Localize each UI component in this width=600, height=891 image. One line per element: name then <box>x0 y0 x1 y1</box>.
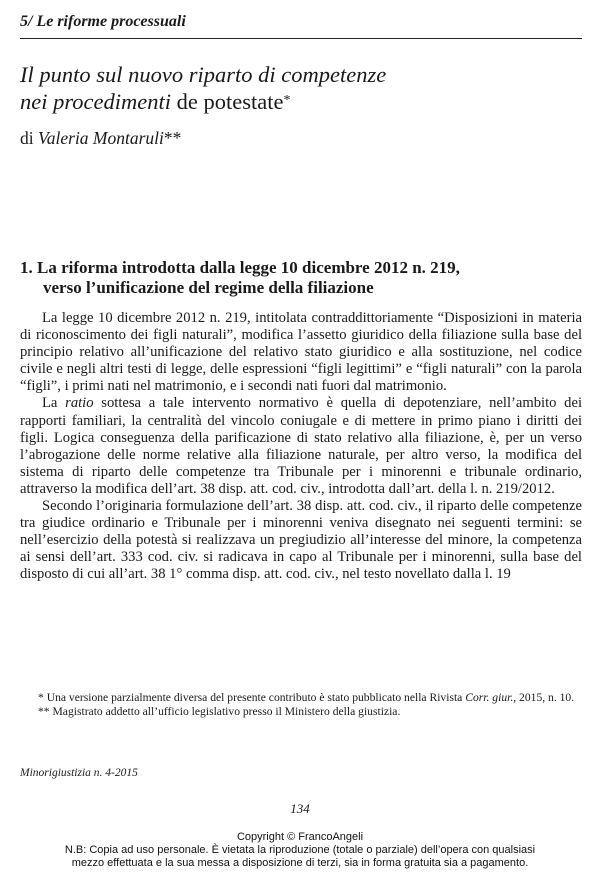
paragraph-3: Secondo l’originaria formulazione dell’art. 38 disp. att. cod. civ., il riparto delle competenze tra giudice ordinario e Tribunale per i minorenni veniva disegnato nei seguenti termini: se nell’esercizio della potestà si realizzava un pregiudizio all’interesse del minore, la competenza ai sensi dell’art. 333 cod. civ. si radicava in capo al Tribunale per i minorenni, sulla base del disposto di cui all’art. 38 1° comma disp. att. cod. civ., nel testo novellato dalla l. 19 <box>20 498 582 583</box>
author-footnote-marker: ** <box>163 128 182 148</box>
copyright-line-2: N.B: Copia ad uso personale. È vietata la riproduzione (totale o parziale) dell’opera con qualsiasi <box>64 844 536 856</box>
section-heading <box>20 258 582 298</box>
copyright-line-3: mezzo effettuata e la sua messa a disposizione di terzi, sia in forma gratuita sia a pagamento. <box>71 857 529 869</box>
ratio-term: ratio <box>65 395 94 412</box>
paragraph-2-start: La <box>42 395 66 412</box>
footnotes <box>20 691 582 719</box>
footnote-1-journal: Corr. giur. <box>465 691 514 704</box>
paragraph-2-rest: sottesa a tale intervento normativo è quella di depotenziare, nell’ambito dei rapporti familiari, la centralità del vincolo coniugale e di mettere in primo piano i diritti dei figli. Logica conseguenza della parificazione di stato relativo alla filiazione, è, per un verso l’abrogazione delle norme relative alla filiazione naturale, per altro verso, la modifica del sistema di riparto delle competenze tra Tribunale per i minorenni e tribunale ordinario, attraverso la modifica dell’art. 38 disp. att. cod. civ., introdotta dall’art. della l. n. 219/2012. <box>20 395 583 497</box>
section-label: 5/ Le riforme processuali <box>20 13 186 30</box>
footnote-1-end: , 2015, n. 10. <box>513 691 575 704</box>
title-footnote-marker: * <box>283 93 291 108</box>
header-rule <box>20 38 582 39</box>
copyright-notice <box>0 831 600 870</box>
author-line <box>20 128 181 149</box>
title-line2-italic: nei procedimenti <box>20 89 171 114</box>
page-number: 134 <box>290 801 310 816</box>
paragraph-1: La legge 10 dicembre 2012 n. 219, intitolata contraddittoriamente “Disposizioni in materia di riconoscimento dei figli naturali”, modifica l’assetto giuridico della filiazione sulla base del principio relativo all’unificazione del relativo stato giuridico e alla sostituzione, nel codice civile e negli altri testi di legge, delle espressioni “figli legittimi” e “figli naturali” con la parola “figli”, i primi nati nel matrimonio, e i secondi nati fuori dal matrimonio. <box>20 310 582 395</box>
section-heading-line2: verso l’unificazione del regime della filiazione <box>43 278 374 297</box>
article-title <box>20 62 386 115</box>
body-text <box>20 310 582 584</box>
section-heading-line1: 1. La riforma introdotta dalla legge 10 dicembre 2012 n. 219, <box>20 258 460 277</box>
footnote-1-start: * Una versione parzialmente diversa del presente contributo è stato pubblicato nella Rivista <box>38 691 466 704</box>
journal-issue: Minorigiustizia n. 4-2015 <box>20 767 138 779</box>
paragraph-2 <box>20 395 582 498</box>
author-prefix: di <box>20 128 38 148</box>
title-line2-roman: de potestate <box>171 89 284 114</box>
title-line1: Il punto sul nuovo riparto di competenze <box>20 62 387 87</box>
author-name: Valeria Montaruli <box>38 128 164 148</box>
copyright-line-1: Copyright © FrancoAngeli <box>236 831 364 843</box>
footnote-1 <box>20 691 582 705</box>
footnote-2: ** Magistrato addetto all’ufficio legislativo presso il Ministero della giustizia. <box>38 705 401 718</box>
